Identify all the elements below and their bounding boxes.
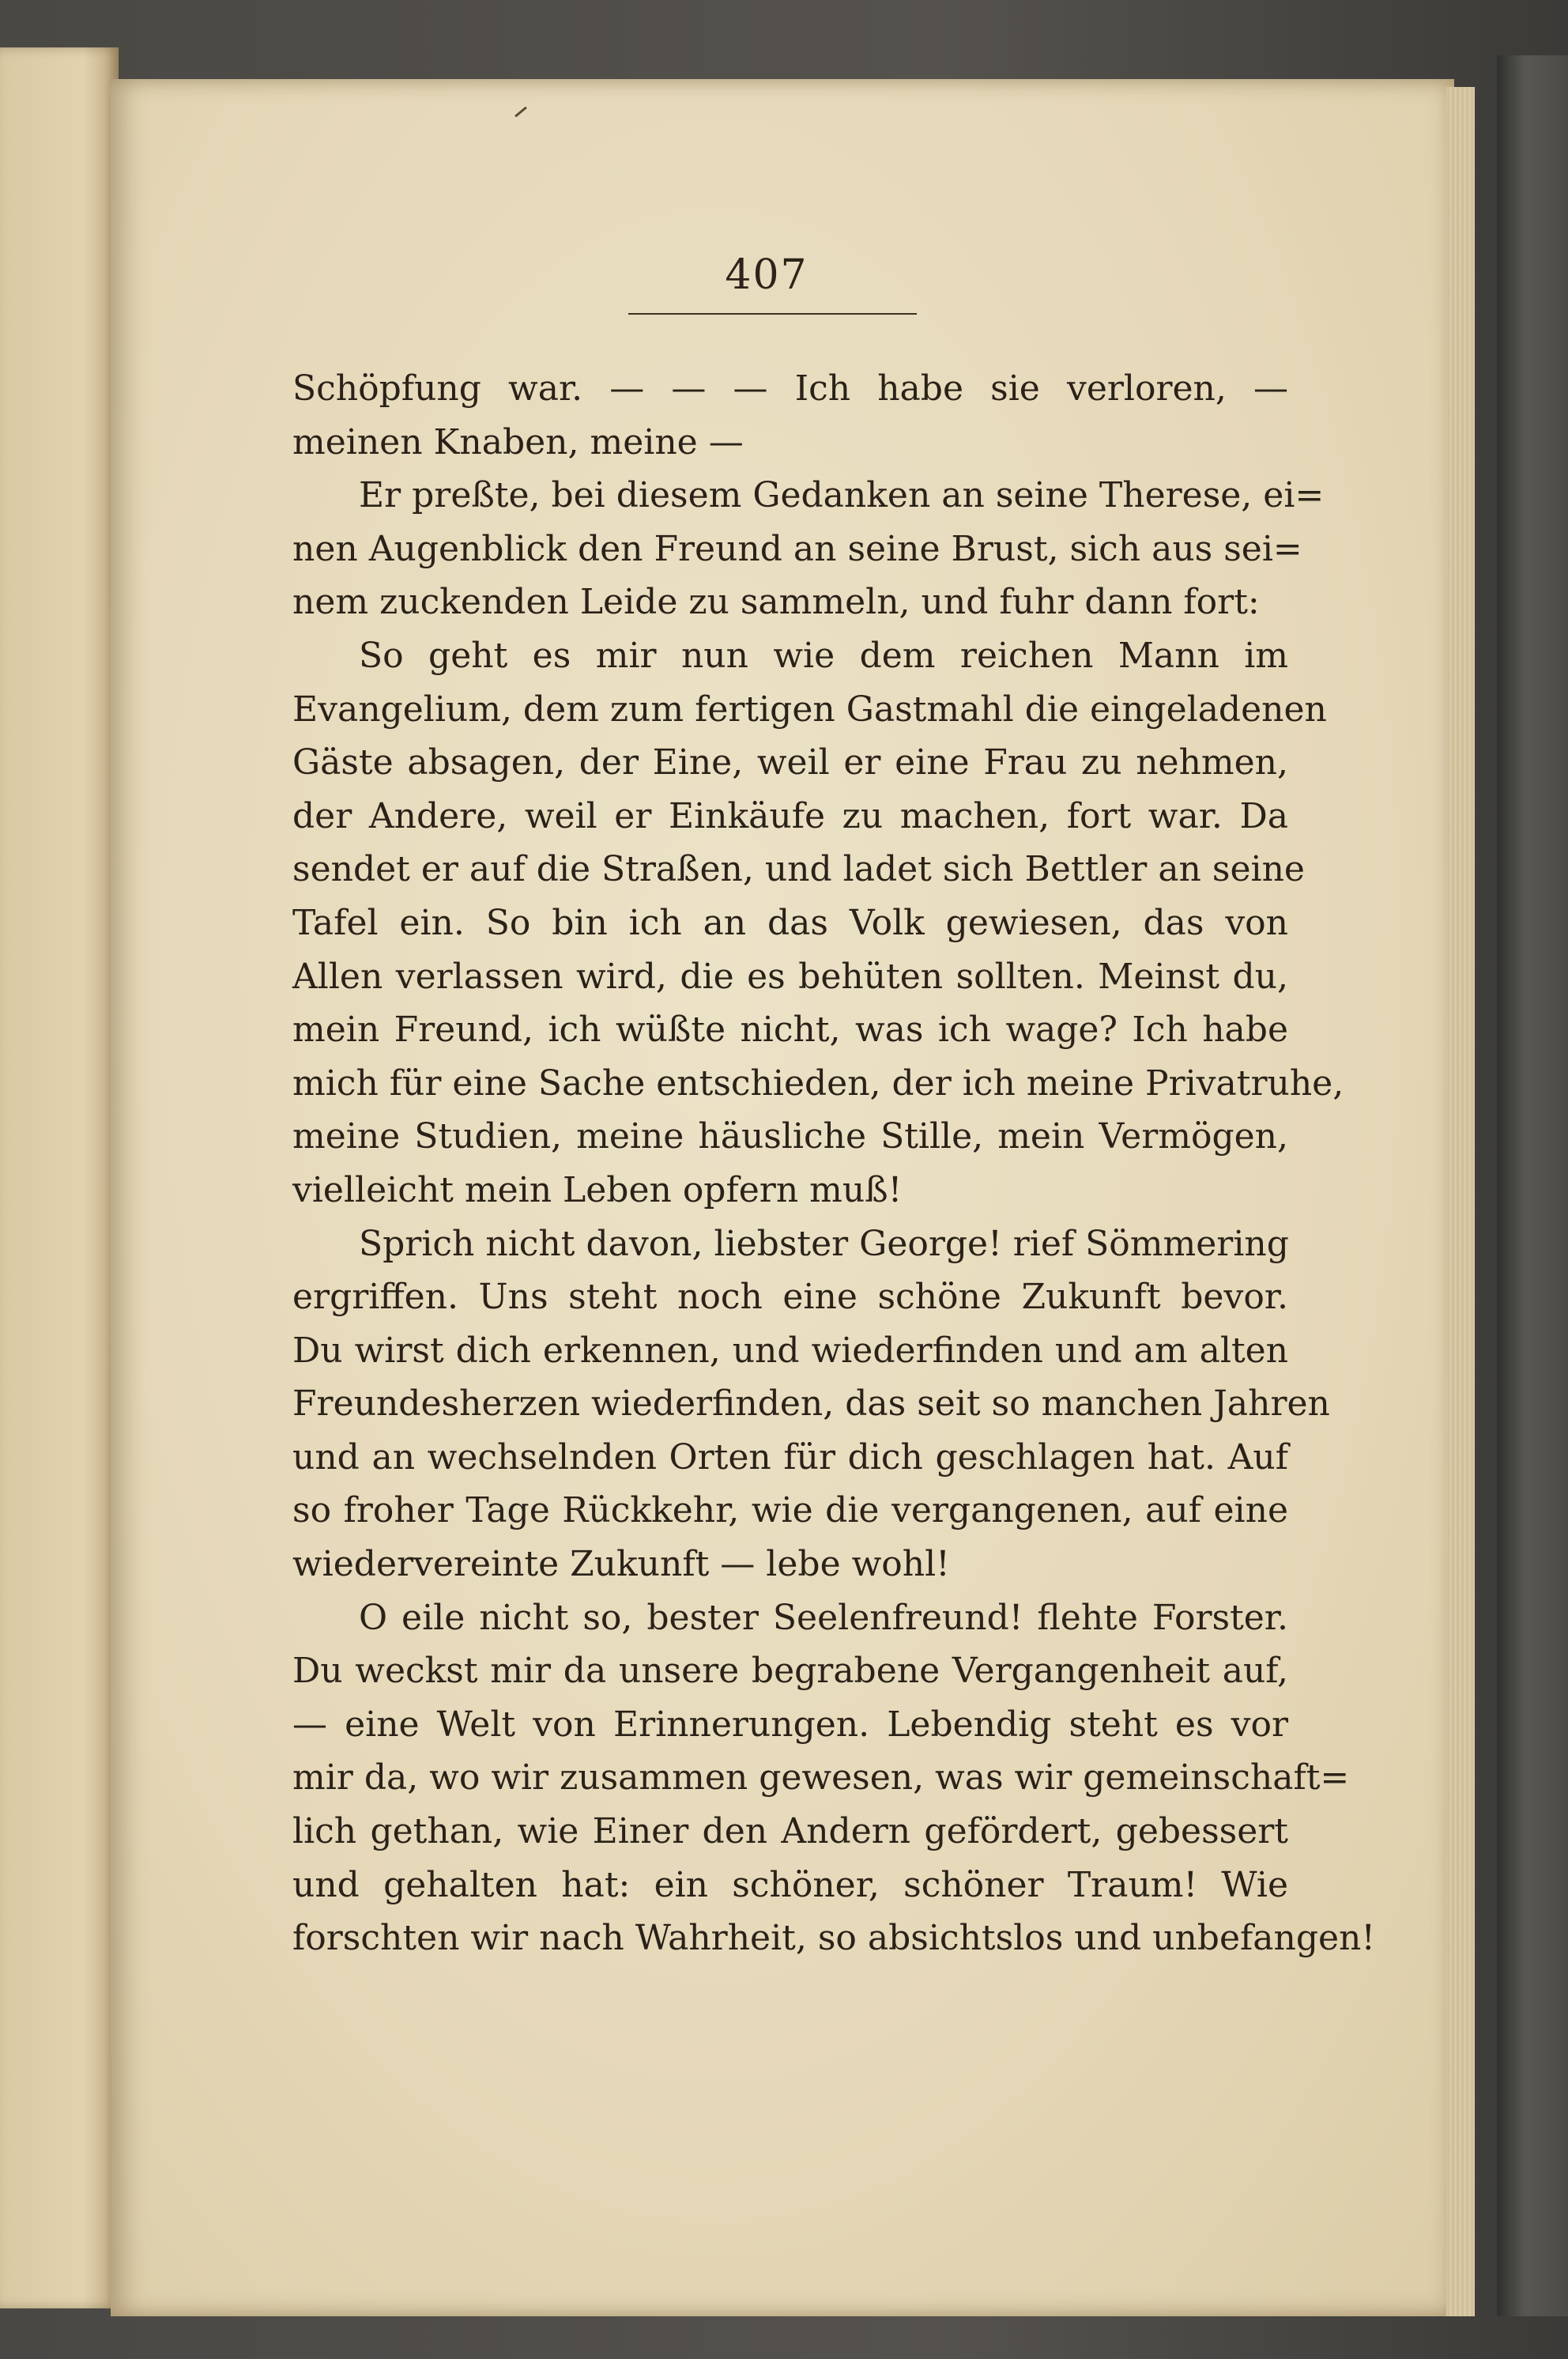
book-cover-edge bbox=[1497, 55, 1568, 2316]
text-line: mein Freund, ich wüßte nicht, was ich wage? Ich habe bbox=[292, 1010, 1288, 1051]
page-number: 407 bbox=[725, 251, 808, 299]
text-line: meine Studien, meine häusliche Stille, mein Vermögen, bbox=[292, 1116, 1288, 1157]
text-line: forschten wir nach Wahrheit, so absichtslos und unbefangen! bbox=[292, 1918, 1376, 1959]
text-line: Evangelium, dem zum fertigen Gastmahl die eingeladenen bbox=[292, 689, 1327, 730]
text-line: Schöpfung war. — — — Ich habe sie verloren, — bbox=[292, 368, 1288, 409]
text-line: so froher Tage Rückkehr, wie die vergangenen, auf eine bbox=[292, 1490, 1288, 1531]
text-line: O eile nicht so, bester Seelenfreund! flehte Forster. bbox=[359, 1597, 1288, 1638]
text-line: — eine Welt von Erinnerungen. Lebendig steht es vor bbox=[292, 1704, 1288, 1745]
text-line: mich für eine Sache entschieden, der ich meine Privatruhe, bbox=[292, 1062, 1344, 1104]
text-line: So geht es mir nun wie dem reichen Mann im bbox=[359, 635, 1288, 676]
text-line: Du weckst mir da unsere begrabene Vergangenheit auf, bbox=[292, 1651, 1288, 1692]
text-line: Freundesherzen wiederfinden, das seit so manchen Jahren bbox=[292, 1383, 1330, 1425]
text-line: Sprich nicht davon, liebster George! rief Sömmering bbox=[359, 1223, 1289, 1264]
text-line: Er preßte, bei diesem Gedanken an seine Therese, ei= bbox=[359, 475, 1325, 516]
text-line: Allen verlassen wird, die es behüten sollten. Meinst du, bbox=[292, 956, 1288, 997]
text-line: nen Augenblick den Freund an seine Brust, sich aus sei= bbox=[292, 528, 1302, 569]
text-line: der Andere, weil er Einkäufe zu machen, fort war. Da bbox=[292, 795, 1288, 836]
text-line: vielleicht mein Leben opfern muß! bbox=[292, 1169, 903, 1210]
page-body-text bbox=[292, 362, 1376, 1965]
header-rule bbox=[628, 313, 917, 315]
text-line: sendet er auf die Straßen, und ladet sich Bettler an seine bbox=[292, 849, 1305, 890]
text-line: nem zuckenden Leide zu sammeln, und fuhr dann fort: bbox=[292, 582, 1260, 623]
text-line: meinen Knaben, meine — bbox=[292, 421, 744, 462]
text-line: wiedervereinte Zukunft — lebe wohl! bbox=[292, 1544, 950, 1585]
text-line: ergriffen. Uns steht noch eine schöne Zukunft bevor. bbox=[292, 1277, 1288, 1318]
text-line: Du wirst dich erkennen, und wiederfinden und am alten bbox=[292, 1330, 1288, 1371]
text-line: Gäste absagen, der Eine, weil er eine Frau zu nehmen, bbox=[292, 742, 1288, 783]
text-line: lich gethan, wie Einer den Andern gefördert, gebessert bbox=[292, 1811, 1288, 1852]
page-stack-edge bbox=[1446, 87, 1475, 2316]
text-line: mir da, wo wir zusammen gewesen, was wir gemeinschaft= bbox=[292, 1757, 1350, 1799]
left-page-edge bbox=[0, 47, 119, 2308]
text-line: und an wechselnden Orten für dich geschlagen hat. Auf bbox=[292, 1436, 1288, 1478]
text-line: Tafel ein. So bin ich an das Volk gewiesen, das von bbox=[292, 902, 1288, 943]
text-line: und gehalten hat: ein schöner, schöner Traum! Wie bbox=[292, 1864, 1288, 1905]
